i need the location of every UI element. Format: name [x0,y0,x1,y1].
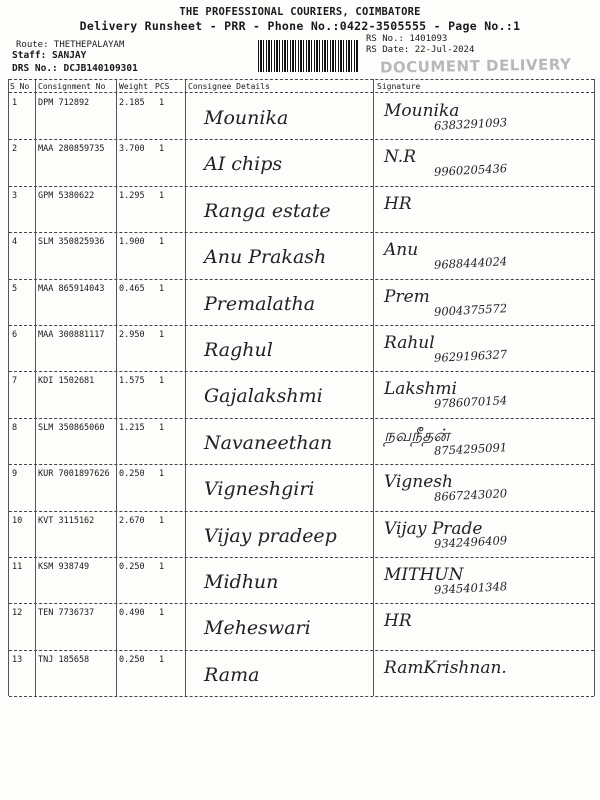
cell-pcs: 1 [159,190,165,201]
header-signature: Signature [377,82,421,91]
signature-phone: 9960205436 [433,161,508,180]
signature-phone: 9345401348 [433,579,508,597]
cell-consignment: KSM 938749 [38,562,90,572]
cell-sno: 8 [12,422,18,433]
header-sno: S No [10,82,30,91]
table-row [9,325,594,371]
signature-handwritten: HR [384,611,412,632]
cell-weight: 1.295 [119,190,145,201]
cell-consignment: KUR 7001897626 [38,469,110,480]
table-row [9,418,594,464]
consignee-handwritten: Premalatha [204,292,316,315]
header-consignee: Consignee Details [188,82,270,91]
cell-consignment: SLM 350825936 [38,237,105,248]
signature-handwritten: HR [384,193,412,214]
signature-phone: 9688444024 [433,254,508,273]
cell-pcs: 1 [159,654,165,665]
signature-phone: 9004375572 [433,300,508,319]
cell-sno: 1 [12,98,18,108]
runsheet-table [8,79,595,696]
consignee-handwritten: Mounika [204,107,289,129]
signature-handwritten: RamKrishnan. [384,657,507,678]
company-title: THE PROFESSIONAL COURIERS, COIMBATORE [179,6,421,18]
route-label: Route: THETHEPALAYAM [16,40,125,50]
cell-weight: 0.250 [119,469,145,480]
cell-sno: 3 [12,190,18,201]
cell-pcs: 1 [159,469,165,480]
cell-weight: 1.215 [119,422,145,433]
signature-handwritten: Vignesh [384,472,453,493]
cell-consignment: MAA 280859735 [38,144,105,155]
rs-date: RS Date: 22-Jul-2024 [366,45,475,55]
header-weight: Weight [119,82,148,91]
consignee-handwritten: Ranga estate [204,199,331,222]
signature-handwritten: நவநீதன் [384,425,450,446]
cell-sno: 4 [12,237,18,248]
signature-phone: 9786070154 [433,393,508,412]
table-row [9,557,594,603]
table-row [9,186,594,232]
signature-phone: 6383291093 [433,115,508,133]
cell-sno: 6 [12,330,18,340]
consignee-handwritten: Raghul [204,339,273,361]
cell-pcs: 1 [159,376,165,387]
cell-sno: 10 [12,515,23,526]
cell-weight: 3.700 [119,144,145,155]
consignee-handwritten: Navaneethan [204,431,333,454]
signature-handwritten: MITHUN [384,565,464,585]
header-consignment: Consignment No [38,82,106,91]
cell-consignment: GPM 5380622 [38,190,95,201]
cell-sno: 11 [12,562,23,572]
table-row [9,464,594,510]
cell-pcs: 1 [159,283,165,294]
consignee-handwritten: Midhun [204,571,279,593]
consignee-handwritten: Gajalakshmi [204,385,323,408]
signature-phone: 8667243020 [433,486,508,505]
signature-phone: 9629196327 [433,347,508,365]
cell-weight: 2.670 [119,515,145,526]
cell-weight: 2.950 [119,330,145,340]
table-row [9,279,594,325]
cell-sno: 2 [12,144,18,155]
table-row [9,371,594,417]
cell-consignment: SLM 350865060 [38,422,105,433]
table-row [9,139,594,185]
cell-weight: 0.465 [119,283,145,294]
consignee-handwritten: Vijay pradeep [204,524,337,547]
cell-sno: 5 [12,283,18,294]
cell-consignment: TNJ 185658 [38,654,90,665]
table-row [9,603,594,649]
cell-pcs: 1 [159,98,165,108]
consignee-handwritten: AI chips [204,153,283,176]
cell-weight: 0.490 [119,608,145,619]
drs-label: DRS No.: DCJB140109301 [12,63,138,74]
consignee-handwritten: Vigneshgiri [204,478,315,501]
cell-pcs: 1 [159,608,165,619]
signature-phone: 9342496409 [433,532,508,551]
cell-weight: 1.900 [119,237,145,248]
cell-consignment: MAA 300881117 [38,330,105,340]
cell-pcs: 1 [159,422,165,433]
signature-handwritten: N.R [384,147,416,168]
signature-handwritten: Vijay Prade [384,518,483,539]
cell-pcs: 1 [159,515,165,526]
signature-handwritten: Lakshmi [384,379,457,400]
signature-handwritten: Rahul [384,333,435,353]
header-pcs: PCS [155,82,170,91]
cell-pcs: 1 [159,330,165,340]
cell-consignment: DPM 712892 [38,98,90,108]
cell-sno: 7 [12,376,18,387]
table-row [9,93,594,139]
cell-pcs: 1 [159,237,165,248]
consignee-handwritten: Rama [204,663,260,686]
cell-consignment: TEN 7736737 [38,608,95,619]
runsheet-subtitle: Delivery Runsheet - PRR - Phone No.:0422-3505555 - Page No.:1 [79,19,521,33]
signature-phone: 8754295091 [433,439,508,458]
cell-weight: 1.575 [119,376,145,387]
cell-weight: 0.250 [119,654,145,665]
consignee-handwritten: Meheswari [204,617,311,640]
signature-handwritten: Mounika [384,101,460,121]
signature-handwritten: Prem [384,286,430,307]
barcode [258,40,358,72]
cell-weight: 2.185 [119,98,145,108]
cell-consignment: MAA 865914043 [38,283,105,294]
cell-sno: 12 [12,608,23,619]
cell-sno: 13 [12,654,23,665]
table-row [9,232,594,278]
cell-pcs: 1 [159,562,165,572]
cell-consignment: KVT 3115162 [38,515,95,526]
document-delivery-stamp: DOCUMENT DELIVERY [379,55,572,77]
staff-label: Staff: SANJAY [12,50,87,61]
signature-handwritten: Anu [384,240,419,261]
cell-sno: 9 [12,469,18,480]
rs-number: RS No.: 1401093 [366,34,448,44]
table-row [9,650,594,696]
consignee-handwritten: Anu Prakash [204,246,327,269]
cell-pcs: 1 [159,144,165,155]
table-row [9,511,594,557]
cell-weight: 0.250 [119,562,145,572]
cell-consignment: KDI 1502681 [38,376,95,387]
